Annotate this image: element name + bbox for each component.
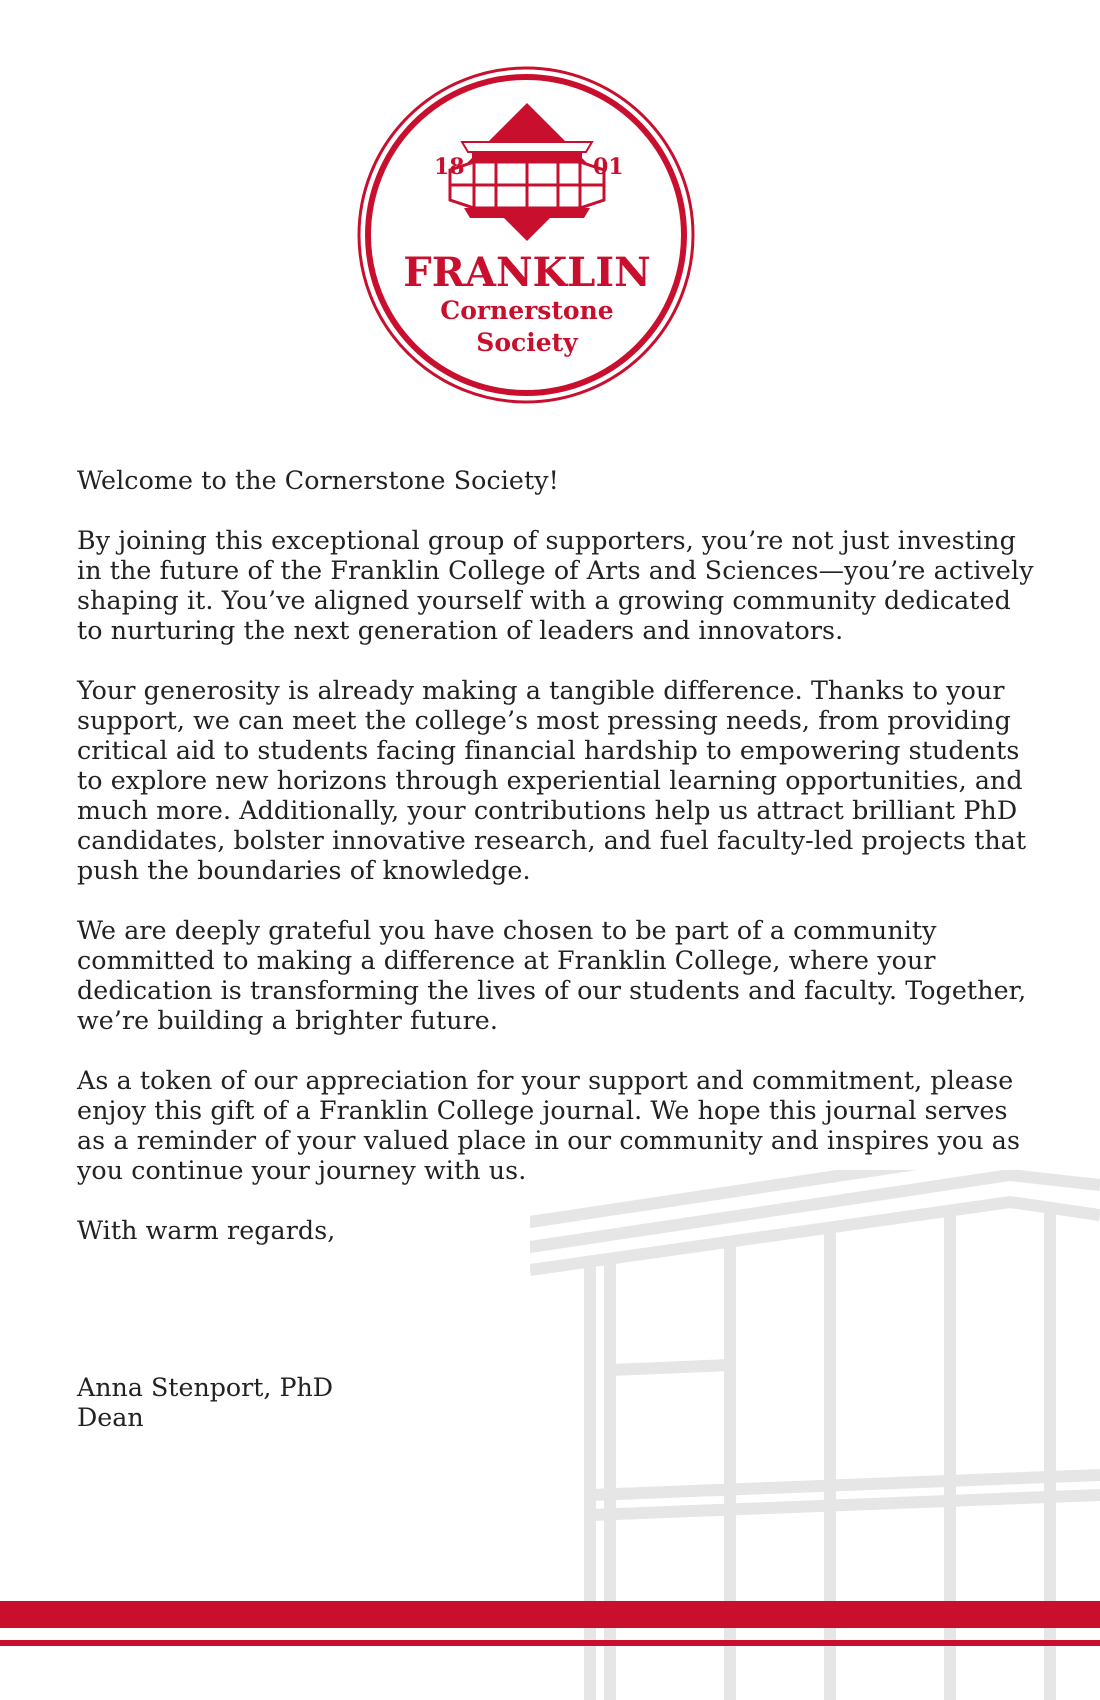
signature-block (77, 1373, 333, 1433)
seal-line-2: Society (476, 328, 578, 357)
letter-paragraph: By joining this exceptional group of supporters, you’re not just investing in the future of the Franklin College of Arts and Sciences—you’re actively shaping it. You’ve aligned yourself with a growing community dedicated to nurturing the next generation of leaders and innovators. (77, 526, 1034, 645)
cornerstone-society-seal-icon (356, 58, 696, 408)
seal-year-right: 01 (593, 154, 624, 180)
seal-name: FRANKLIN (403, 249, 651, 296)
signature-name: Anna Stenport, PhD (77, 1373, 334, 1402)
letter-paragraph: As a token of our appreciation for your support and commitment, please enjoy this gift of a Franklin College journal. We hope this journal serves as a reminder of your valued place in our community and inspires you as you continue your journey with us. (77, 1066, 1021, 1185)
signature-title: Dean (77, 1403, 144, 1432)
letter-paragraph: Your generosity is already making a tangible difference. Thanks to your support, we can meet the college’s most pressing needs, from providing critical aid to students facing financial hardship to empowering students to explore new horizons through experiential learning opportunities, and much more. Additionally, your contributions help us attract brilliant PhD candidates, bolster innovative research, and fuel faculty-led projects that push the boundaries of knowledge. (77, 676, 1027, 885)
seal-line-1: Cornerstone (440, 296, 614, 325)
letter-closing: With warm regards, (77, 1216, 336, 1245)
letter-greeting: Welcome to the Cornerstone Society! (77, 466, 559, 495)
letter-body (77, 466, 1037, 1246)
cornerstone-society-seal (356, 58, 696, 408)
seal-year-left: 18 (434, 154, 465, 180)
footer-stripe-thin (0, 1640, 1100, 1646)
letter-paragraph: We are deeply grateful you have chosen to be part of a community committed to making a difference at Franklin College, where your dedication is transforming the lives of our students and faculty. Together, we’re building a brighter future. (77, 916, 1027, 1035)
footer-stripe-thick (0, 1601, 1100, 1628)
